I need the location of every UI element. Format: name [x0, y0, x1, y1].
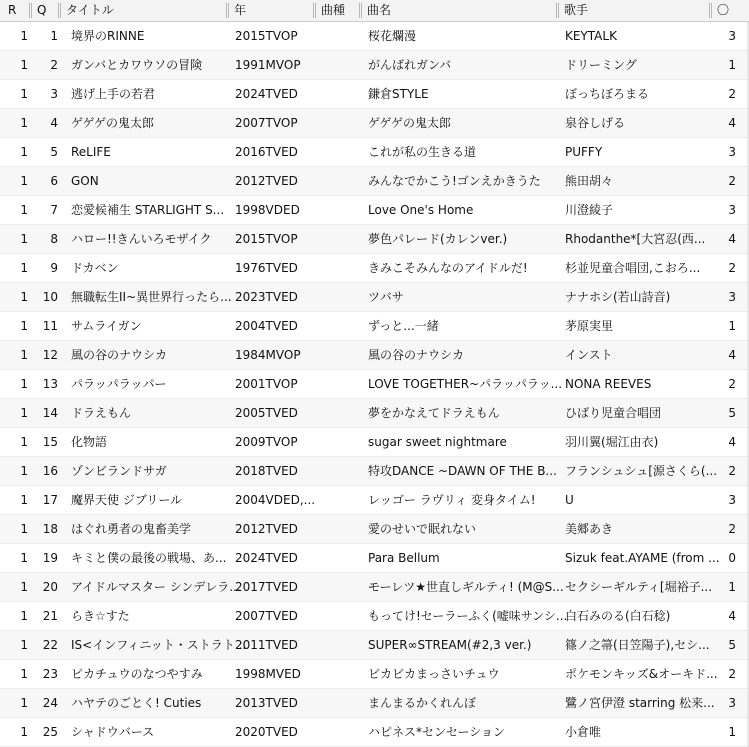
- cell-artist: ぼっちぼろまる: [565, 87, 650, 101]
- cell-circle: 5: [728, 638, 736, 652]
- cell-song-name: 夢色パレード(カレンver.): [368, 232, 508, 246]
- row-number-q: 11: [42, 319, 58, 333]
- table-row[interactable]: [0, 109, 749, 138]
- row-number-q: 3: [50, 87, 58, 101]
- cell-year: 1976TVED: [235, 261, 298, 275]
- column-resize-handle[interactable]: [556, 3, 559, 18]
- cell-year: 2016TVED: [235, 145, 298, 159]
- row-number-r: 1: [20, 406, 28, 420]
- table-row[interactable]: [0, 80, 749, 109]
- row-number-r: 1: [20, 232, 28, 246]
- cell-title: ゲゲゲの鬼太郎: [71, 116, 155, 130]
- cell-song-name: Love One's Home: [368, 203, 474, 217]
- cell-song-name: ずっと...一緒: [368, 319, 439, 333]
- table-body: [0, 22, 749, 747]
- row-number-q: 19: [42, 551, 58, 565]
- cell-title: ゾンビランドサガ: [71, 464, 167, 478]
- cell-artist: 熊田胡々: [565, 174, 614, 188]
- cell-circle: 4: [728, 435, 736, 449]
- cell-circle: 3: [728, 29, 736, 43]
- row-number-q: 21: [42, 609, 58, 623]
- row-number-q: 4: [50, 116, 58, 130]
- cell-artist: KEYTALK: [565, 29, 617, 43]
- cell-artist: Rhodanthe*[大宮忍(西...: [565, 232, 706, 246]
- cell-title: 化物語: [71, 435, 108, 449]
- cell-song-name: もってけ!セーラーふく(嘘味サンシ...: [368, 609, 568, 623]
- row-number-r: 1: [20, 435, 28, 449]
- cell-year: 2015TVOP: [235, 232, 298, 246]
- cell-year: 2024TVED: [235, 551, 298, 565]
- row-number-r: 1: [20, 174, 28, 188]
- cell-circle: 1: [728, 58, 736, 72]
- row-number-r: 1: [20, 58, 28, 72]
- row-number-q: 1: [50, 29, 58, 43]
- cell-title: 逃げ上手の若君: [71, 87, 156, 101]
- cell-circle: 3: [728, 493, 736, 507]
- cell-song-name: みんなでかこう!ゴンえかきうた: [368, 174, 541, 188]
- cell-song-name: LOVE TOGETHER~パラッパラッ...: [368, 377, 563, 391]
- cell-year: 2004VDED,...: [235, 493, 316, 507]
- cell-song-name: きみこそみんなのアイドルだ!: [368, 261, 528, 275]
- cell-year: 2018TVED: [235, 464, 298, 478]
- row-number-r: 1: [20, 290, 28, 304]
- row-number-q: 5: [50, 145, 58, 159]
- row-number-q: 14: [42, 406, 58, 420]
- cell-artist: 茅原実里: [565, 319, 614, 333]
- cell-year: 2017TVED: [235, 580, 298, 594]
- row-number-q: 9: [50, 261, 58, 275]
- column-resize-handle[interactable]: [58, 3, 61, 18]
- row-number-r: 1: [20, 464, 28, 478]
- table-row[interactable]: [0, 718, 749, 747]
- row-number-q: 2: [50, 58, 58, 72]
- cell-title: キミと僕の最後の戦場、あ...: [71, 551, 227, 565]
- cell-year: 2001TVOP: [235, 377, 298, 391]
- cell-title: ピカチュウのなつやすみ: [71, 667, 203, 681]
- cell-song-name: これが私の生きる道: [368, 145, 477, 159]
- cell-song-name: 風の谷のナウシカ: [368, 348, 465, 362]
- cell-circle: 1: [728, 319, 736, 333]
- row-number-q: 23: [42, 667, 58, 681]
- cell-song-name: ツバサ: [368, 290, 404, 304]
- table-row[interactable]: [0, 399, 749, 428]
- cell-year: 2024TVED: [235, 87, 298, 101]
- cell-artist: 杉並児童合唱団,こおろ...: [565, 261, 701, 275]
- table-row[interactable]: [0, 51, 749, 80]
- row-number-q: 10: [42, 290, 58, 304]
- table-row[interactable]: [0, 573, 749, 602]
- cell-year: 2004TVED: [235, 319, 298, 333]
- row-number-r: 1: [20, 116, 28, 130]
- cell-circle: 4: [728, 609, 736, 623]
- row-number-q: 7: [50, 203, 58, 217]
- row-number-r: 1: [20, 319, 28, 333]
- table-row[interactable]: [0, 457, 749, 486]
- table-row[interactable]: [0, 602, 749, 631]
- cell-circle: 4: [728, 348, 736, 362]
- cell-artist: 篠ノ之箒(日笠陽子),セシ...: [565, 638, 710, 652]
- cell-song-name: SUPER∞STREAM(#2,3 ver.): [368, 638, 532, 652]
- cell-circle: 2: [728, 667, 736, 681]
- table-row[interactable]: [0, 312, 749, 341]
- cell-circle: 2: [728, 87, 736, 101]
- cell-title: IS<インフィニット・ストラト...: [71, 638, 247, 652]
- cell-year: 2007TVOP: [235, 116, 298, 130]
- row-number-r: 1: [20, 261, 28, 275]
- cell-circle: 2: [728, 261, 736, 275]
- cell-song-name: 愛のせいで眠れない: [368, 522, 477, 536]
- cell-year: 2007TVED: [235, 609, 298, 623]
- cell-artist: 鷺ノ宮伊澄 starring 松来...: [565, 696, 715, 710]
- row-number-r: 1: [20, 348, 28, 362]
- row-number-r: 1: [20, 609, 28, 623]
- cell-title: パラッパラッパー: [71, 377, 167, 391]
- table-row[interactable]: [0, 370, 749, 399]
- cell-year: 2020TVED: [235, 725, 298, 739]
- table-row[interactable]: [0, 254, 749, 283]
- cell-circle: 5: [728, 406, 736, 420]
- cell-title: はぐれ勇者の鬼畜美学: [71, 522, 192, 536]
- cell-song-name: Para Bellum: [368, 551, 440, 565]
- cell-song-name: 夢をかなえてドラえもん: [368, 406, 500, 420]
- cell-song-name: まんまるかくれんぼ: [368, 696, 477, 710]
- row-number-r: 1: [20, 638, 28, 652]
- cell-title: ハロー!!きんいろモザイク: [71, 232, 212, 246]
- cell-artist: ひばり児童合唱団: [565, 406, 662, 420]
- cell-title: 魔界天使 ジブリール: [71, 493, 183, 507]
- row-number-r: 1: [20, 203, 28, 217]
- cell-artist: 川澄綾子: [565, 203, 614, 217]
- cell-artist: PUFFY: [565, 145, 603, 159]
- cell-song-name: ピカピカまっさいチュウ: [368, 667, 500, 681]
- cell-artist: セクシーギルティ[堀裕子...: [565, 580, 713, 594]
- cell-title: シャドウバース: [71, 725, 155, 739]
- row-number-q: 13: [42, 377, 58, 391]
- row-number-q: 17: [42, 493, 58, 507]
- column-header-r[interactable]: R: [8, 3, 17, 17]
- cell-title: らき☆すた: [71, 609, 130, 623]
- cell-year: 2015TVOP: [235, 29, 298, 43]
- cell-circle: 3: [728, 696, 736, 710]
- cell-circle: 2: [728, 377, 736, 391]
- table-row[interactable]: [0, 196, 749, 225]
- cell-title: ドカベン: [71, 261, 119, 275]
- cell-song-name: 鎌倉STYLE: [368, 87, 429, 101]
- row-number-q: 8: [50, 232, 58, 246]
- cell-title: 無職転生II~異世界行ったら...: [71, 290, 232, 304]
- row-number-r: 1: [20, 551, 28, 565]
- table-row[interactable]: [0, 341, 749, 370]
- row-number-r: 1: [20, 667, 28, 681]
- row-number-q: 16: [42, 464, 58, 478]
- row-number-r: 1: [20, 377, 28, 391]
- cell-circle: 4: [728, 116, 736, 130]
- cell-artist: ナナホシ(若山詩音): [565, 290, 671, 304]
- cell-artist: 泉谷しげる: [565, 116, 626, 130]
- cell-song-name: ゲゲゲの鬼太郎: [368, 116, 452, 130]
- cell-artist: 白石みのる(白石稔): [565, 609, 671, 623]
- cell-artist: U: [565, 493, 574, 507]
- table-row[interactable]: [0, 544, 749, 573]
- cell-song-name: sugar sweet nightmare: [368, 435, 507, 449]
- column-header-artist[interactable]: 歌手: [564, 3, 589, 17]
- cell-song-name: がんばれガンバ: [368, 58, 452, 72]
- row-number-r: 1: [20, 87, 28, 101]
- cell-year: 2009TVOP: [235, 435, 298, 449]
- cell-year: 2023TVED: [235, 290, 298, 304]
- cell-artist: ポケモンキッズ&オーキド...: [565, 667, 718, 681]
- cell-year: 1984MVOP: [235, 348, 301, 362]
- table-row[interactable]: [0, 515, 749, 544]
- row-number-q: 15: [42, 435, 58, 449]
- row-number-q: 24: [42, 696, 58, 710]
- row-number-q: 6: [50, 174, 58, 188]
- cell-year: 2012TVED: [235, 174, 298, 188]
- cell-circle: 3: [728, 203, 736, 217]
- cell-artist: Sizuk feat.AYAME (from ...: [565, 551, 720, 565]
- row-number-q: 18: [42, 522, 58, 536]
- cell-year: 1998VDED: [235, 203, 300, 217]
- row-number-r: 1: [20, 29, 28, 43]
- cell-title: 風の谷のナウシカ: [71, 348, 168, 362]
- column-header-year[interactable]: 年: [234, 3, 247, 17]
- cell-circle: 4: [728, 232, 736, 246]
- column-resize-handle[interactable]: [313, 3, 316, 18]
- row-number-q: 22: [42, 638, 58, 652]
- row-number-r: 1: [20, 522, 28, 536]
- cell-artist: インスト: [565, 348, 613, 362]
- row-number-q: 25: [42, 725, 58, 739]
- cell-song-name: モーレツ★世直しギルティ! (M@S...: [368, 580, 564, 594]
- cell-circle: 2: [728, 522, 736, 536]
- table-row[interactable]: [0, 138, 749, 167]
- table-row[interactable]: [0, 689, 749, 718]
- column-resize-handle[interactable]: [226, 3, 229, 18]
- table-row[interactable]: [0, 225, 749, 254]
- cell-year: 2005TVED: [235, 406, 298, 420]
- table-header: [0, 0, 749, 22]
- row-number-r: 1: [20, 725, 28, 739]
- cell-year: 2011TVED: [235, 638, 298, 652]
- cell-artist: NONA REEVES: [565, 377, 652, 391]
- column-resize-handle[interactable]: [29, 3, 32, 18]
- cell-title: ReLIFE: [71, 145, 111, 159]
- cell-year: 2012TVED: [235, 522, 298, 536]
- row-number-r: 1: [20, 580, 28, 594]
- cell-song-name: ハピネス*センセーション: [368, 725, 506, 739]
- row-number-r: 1: [20, 696, 28, 710]
- cell-title: GON: [71, 174, 99, 188]
- cell-song-name: レッゴー ラヴリィ 変身タイム!: [368, 493, 536, 507]
- row-number-q: 20: [42, 580, 58, 594]
- table-row[interactable]: [0, 283, 749, 312]
- cell-year: 2013TVED: [235, 696, 298, 710]
- column-header-title[interactable]: タイトル: [66, 3, 114, 17]
- table-row[interactable]: [0, 631, 749, 660]
- cell-circle: 1: [728, 580, 736, 594]
- cell-circle: 2: [728, 464, 736, 478]
- cell-song-name: 桜花爛漫: [368, 29, 417, 43]
- column-resize-handle[interactable]: [359, 3, 362, 18]
- row-number-r: 1: [20, 145, 28, 159]
- cell-circle: 0: [728, 551, 736, 565]
- cell-artist: ドリーミング: [565, 58, 637, 72]
- column-resize-handle[interactable]: [709, 3, 712, 18]
- cell-title: ドラえもん: [71, 406, 132, 420]
- table-row[interactable]: [0, 428, 749, 457]
- cell-title: サムライガン: [71, 319, 142, 333]
- cell-circle: 2: [728, 174, 736, 188]
- cell-circle: 1: [728, 725, 736, 739]
- row-number-r: 1: [20, 493, 28, 507]
- cell-artist: 小倉唯: [565, 725, 602, 739]
- cell-song-name: 特攻DANCE ~DAWN OF THE B...: [368, 464, 557, 478]
- row-number-q: 12: [42, 348, 58, 362]
- cell-title: ハヤテのごとく! Cuties: [71, 696, 202, 710]
- cell-title: 境界のRINNE: [71, 29, 145, 43]
- cell-title: 恋愛候補生 STARLIGHT S...: [71, 203, 225, 217]
- table-row[interactable]: [0, 486, 749, 515]
- column-header-circle[interactable]: 〇: [717, 3, 730, 17]
- column-header-kind[interactable]: 曲種: [321, 3, 346, 17]
- table-row[interactable]: [0, 660, 749, 689]
- cell-year: 1991MVOP: [235, 58, 301, 72]
- table-row[interactable]: [0, 22, 749, 51]
- column-header-q[interactable]: Q: [37, 3, 47, 17]
- cell-circle: 3: [728, 290, 736, 304]
- cell-artist: 美郷あき: [565, 522, 614, 536]
- cell-artist: フランシュシュ[源さくら(...: [565, 464, 718, 478]
- cell-artist: 羽川翼(堀江由衣): [565, 435, 659, 449]
- cell-title: アイドルマスター シンデレラ...: [71, 580, 241, 594]
- cell-year: 1998MVED: [235, 667, 301, 681]
- column-header-song-name[interactable]: 曲名: [367, 3, 392, 17]
- cell-circle: 3: [728, 145, 736, 159]
- table-row[interactable]: [0, 167, 749, 196]
- cell-title: ガンバとカワウソの冒険: [71, 58, 203, 72]
